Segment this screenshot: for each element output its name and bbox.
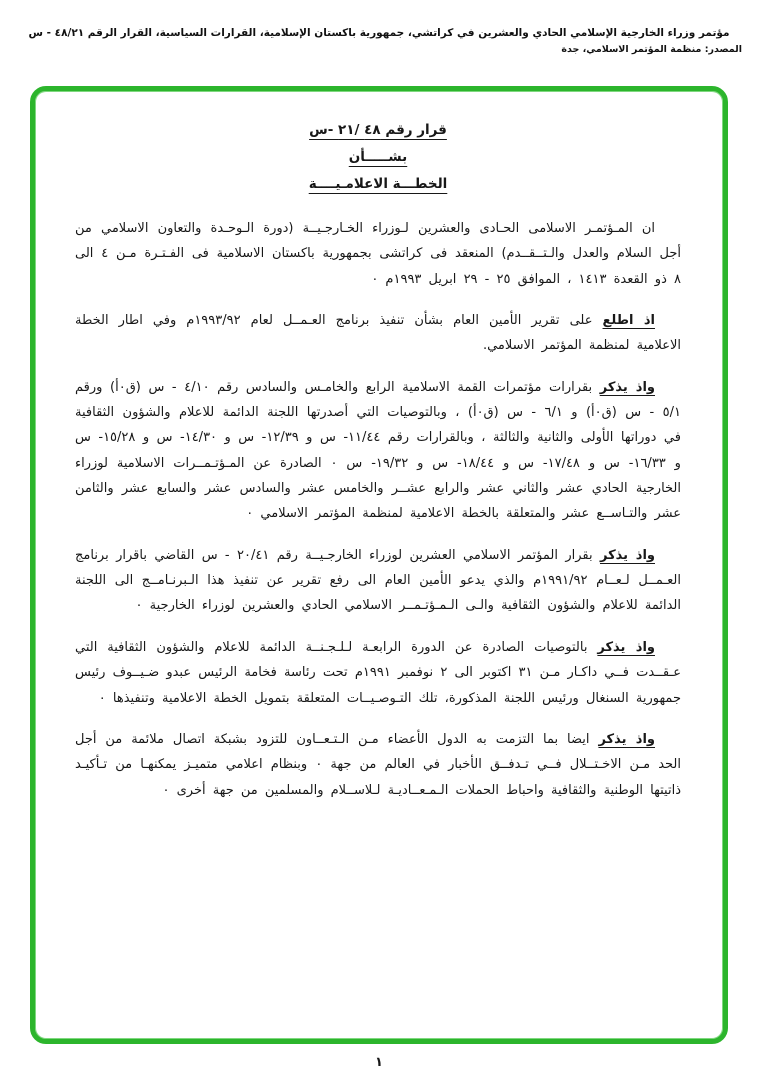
document-header-line: مؤتمر وزراء الخارجية الإسلامي الحادي والعشرين في كراتشي، جمهورية باكستان الإسلامية، القرارات السياسية، القرار الرقم ٤٨/٢١ - س bbox=[28, 27, 730, 39]
resolution-topic-title bbox=[75, 171, 681, 198]
resolution-subject-word bbox=[75, 144, 681, 171]
paragraph-text: بقرارات مؤتمرات القمة الاسلامية الرابع والخامـس والسادس رقم ٤/١٠ - س (ق٠أ) ورقم ٥/١ - س (ق٠أ) و ٦/١ - س (ق٠أ) ، وبالتوصيات التي أصدرتها اللجنة الدائمة للاعلام والشؤون الثقافية في دوراتها الأولى والثانية والثالثة ، وبالقرارات رقم ١١/٤٤- س و ١٢/٣٩- س و ١٤/٣٠- س و ١٥/٢٨- س و ١٦/٣٣- س و ١٧/٤٨- س و ١٨/٤٤- س و ١٩/٣٢- س ٠ الصادرة عن المـؤتـمــرات الاسلامية لوزراء الخارجية الحادي عشر والثاني عشر والرابع عشــر والخامس عشر والسادس عشر والسابع عشر والثامن عشر والتـاســع عشر والمتعلقة بالخطة الاعلامية لمنظمة المؤتمر الاسلامي ٠ bbox=[75, 379, 681, 522]
paragraph-text: ايضا بما التزمت به الدول الأعضاء مـن الـتـعــاون للتزود بشبكة اتصال ملائمة من أجل الحد مـن الاخـتــلال فــي تـدفــق الأخبار في العالم من جهة ٠ وبنظام اعلامي متميـز يمكنهـا من تـأكيـد ذاتيتها الوطنية والثقافية واحباط الحملات الـمـعــاديـة لـلاســلام والمسلمين من جهة أخرى ٠ bbox=[75, 731, 681, 798]
paragraph-text: على تقرير الأمين العام بشأن تنفيذ برنامج العـمــل لعام ١٩٩٣/٩٢م وفي اطار الخطة الاعلامية لمنظمة المؤتمر الاسلامي. bbox=[75, 313, 681, 354]
paragraph bbox=[75, 727, 681, 803]
page-number: ١ bbox=[375, 1055, 383, 1070]
paragraph-text: بقرار المؤتمر الاسلامي العشرين لوزراء الخارجـيــة رقم ٢٠/٤١ - س القاضي باقرار برنامج العـمــل لـعــام ١٩٩١/٩٢م والذي يدعو الأمين العام الى رفع تقرير عن تنفيذ هذا الـبرنـامــج الى اللجنة الدائمة للاعلام والشؤون الثقافية والـى الـمـؤتـمــر الاسلامي الحادي والعشرين لوزراء الخارجية ٠ bbox=[75, 547, 681, 614]
resolution-number-text: قرار رقم ٤٨ /٢١ -س bbox=[309, 122, 447, 138]
resolution-number-title bbox=[75, 117, 681, 144]
document-source-line: المصدر: منظمة المؤتمر الاسلامي، جدة bbox=[561, 43, 742, 55]
resolution-subject-text: بشـــــأن bbox=[348, 149, 408, 165]
paragraph bbox=[75, 375, 681, 527]
green-border-frame bbox=[30, 86, 728, 1044]
paragraph-lead: واذ يذكر bbox=[597, 639, 655, 655]
paragraph bbox=[75, 543, 681, 619]
paragraph-lead: اذ اطلع bbox=[602, 313, 655, 329]
resolution-title-block bbox=[75, 117, 681, 198]
resolution-topic-text: الخطـــة الاعلامـيــــة bbox=[308, 176, 448, 192]
resolution-body bbox=[75, 216, 681, 803]
paragraph-lead: واذ يذكر bbox=[599, 547, 655, 563]
paragraph bbox=[75, 216, 681, 292]
paragraph bbox=[75, 308, 681, 359]
paragraph-text: ان المـؤتمـر الاسلامى الحـادى والعشرين لـوزراء الخـارجـيــة (دورة الـوحـدة والتعاون الاسلامي من أجل السلام والعدل والـتــقــدم) المنعقد فى كراتشى بجمهورية باكستان الاسلامية فى الفـتـرة مـن ٤ الى ٨ ذو القعدة ١٤١٣ ، الموافق ٢٥ - ٢٩ ابريل ١٩٩٣م ٠ bbox=[75, 221, 681, 287]
paragraph-text: بالتوصيات الصادرة عن الدورة الرابعـة لـلـجـنــة الدائمة للاعلام والشؤون الثقافية التي عـقــدت فــي داكـار مـن ٣١ اكتوبر الى ٢ نوفمبر ١٩٩١م تحت رئاسة فخامة الرئيس عبدو ضـيــوف رئيس جمهورية السنغال ورئيس اللجنة المذكورة، تلك التـوصـيــات المتعلقة بتمويل الخطة الاعلامية وتنفيذها ٠ bbox=[75, 639, 681, 706]
paragraph-lead: واذ يذكر bbox=[599, 379, 655, 395]
paragraph-lead: واذ يذكر bbox=[598, 731, 655, 747]
paragraph bbox=[75, 635, 681, 711]
